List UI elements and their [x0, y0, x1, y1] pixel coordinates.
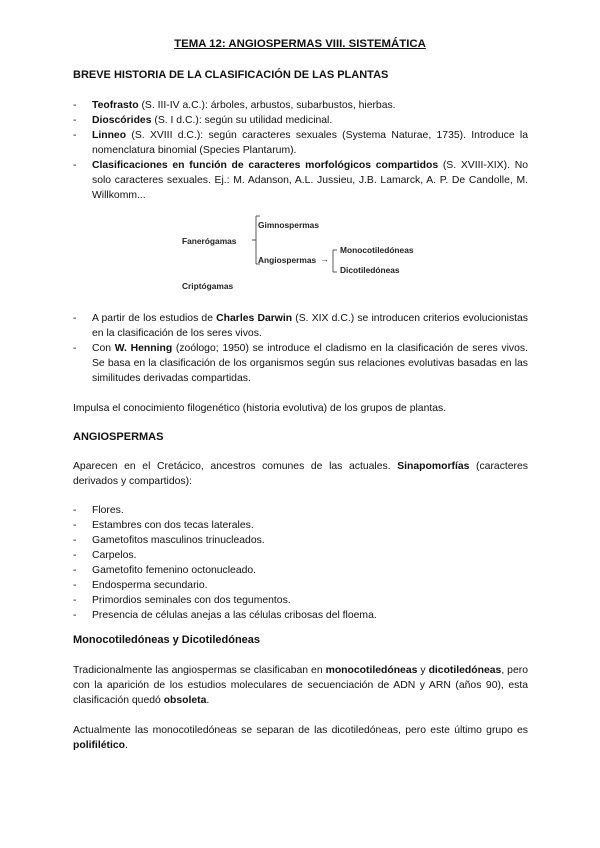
page-title: TEMA 12: ANGIOSPERMAS VIII. SISTEMÁTICA — [174, 38, 426, 50]
sinapomorfias-list — [73, 503, 528, 623]
history-item-teofrasto: - Teofrasto (S. III-IV a.C.): árboles, arbustos, subarbustos, hierbas. — [73, 100, 396, 111]
label-gimnospermas: Gimnospermas — [258, 220, 319, 230]
impulsa-paragraph: Impulsa el conocimiento filogenético (historia evolutiva) de los grupos de plantas. — [73, 403, 447, 414]
label-angiospermas: Angiospermas — [258, 255, 317, 265]
list-item: - Gametofitos masculinos trinucleados. — [73, 535, 265, 546]
angiospermas-heading: ANGIOSPERMAS — [73, 431, 164, 443]
darwin-list — [73, 311, 528, 386]
list-item: - Endosperma secundario. — [73, 580, 208, 591]
label-dicotiledoneas: Dicotiledóneas — [340, 265, 400, 275]
history-list — [73, 98, 528, 203]
list-item: - Primordios seminales con dos tegumentos. — [73, 595, 291, 606]
list-item: - Presencia de células anejas a las células cribosas del floema. — [73, 610, 377, 621]
arrow-icon: → — [320, 254, 329, 264]
list-item: - Estambres con dos tecas laterales. — [73, 520, 254, 531]
list-item: - Gametofito femenino octonucleado. — [73, 565, 257, 576]
history-item-morfologicos: - Clasificaciones en función de caracteres morfológicos compartidos (S. XVIII-XIX). No solo caracteres sexuales. Ej.: M. Adanson, A.L. Jussieu, J.B. Lamarck, A. P. De Candolle, M. Willkomm... — [73, 160, 528, 201]
angiospermas-intro: Aparecen en el Cretácico, ancestros comunes de las actuales. Sinapomorfías (caracteres derivados y compartidos): — [73, 461, 528, 487]
label-monocotiledoneas: Monocotiledóneas — [340, 245, 414, 255]
mono-paragraph-2: Actualmente las monocotiledóneas se separan de las dicotiledóneas, pero este último grupo es polifilético. — [73, 725, 528, 751]
history-item-linneo: - Linneo (S. XVIII d.C.): según caracteres sexuales (Systema Naturae, 1735). Introduce la nomenclatura binomial (Species Plantarum). — [73, 130, 528, 156]
label-criptogamas: Criptógamas — [182, 281, 234, 291]
henning-item: - Con W. Henning (zoólogo; 1950) se introduce el cladismo en la clasificación de seres vivos. Se basa en la clasificación de los organismos según sus relaciones evolutivas basadas en las similitudes derivadas compartidas. — [73, 343, 528, 384]
label-fanerogamas: Fanerógamas — [182, 236, 237, 246]
history-heading: BREVE HISTORIA DE LA CLASIFICACIÓN DE LAS PLANTAS — [73, 69, 389, 81]
list-item: - Flores. — [73, 505, 124, 516]
list-item: - Carpelos. — [73, 550, 137, 561]
classification-diagram — [170, 212, 450, 294]
mono-paragraph-1: Tradicionalmente las angiospermas se clasificaban en monocotiledóneas y dicotiledóneas, pero con la aparición de los estudios moleculares de secuenciación de ADN y ARN (años 90), esta clasificación quedó obsoleta. — [73, 665, 528, 706]
darwin-item: - A partir de los estudios de Charles Darwin (S. XIX d.C.) se introducen criterios evolucionistas en la clasificación de los seres vivos. — [73, 313, 528, 339]
mono-dico-heading: Monocotiledóneas y Dicotiledóneas — [73, 634, 261, 646]
history-item-dioscorides: - Dioscórides (S. I d.C.): según su utilidad medicinal. — [73, 115, 333, 126]
